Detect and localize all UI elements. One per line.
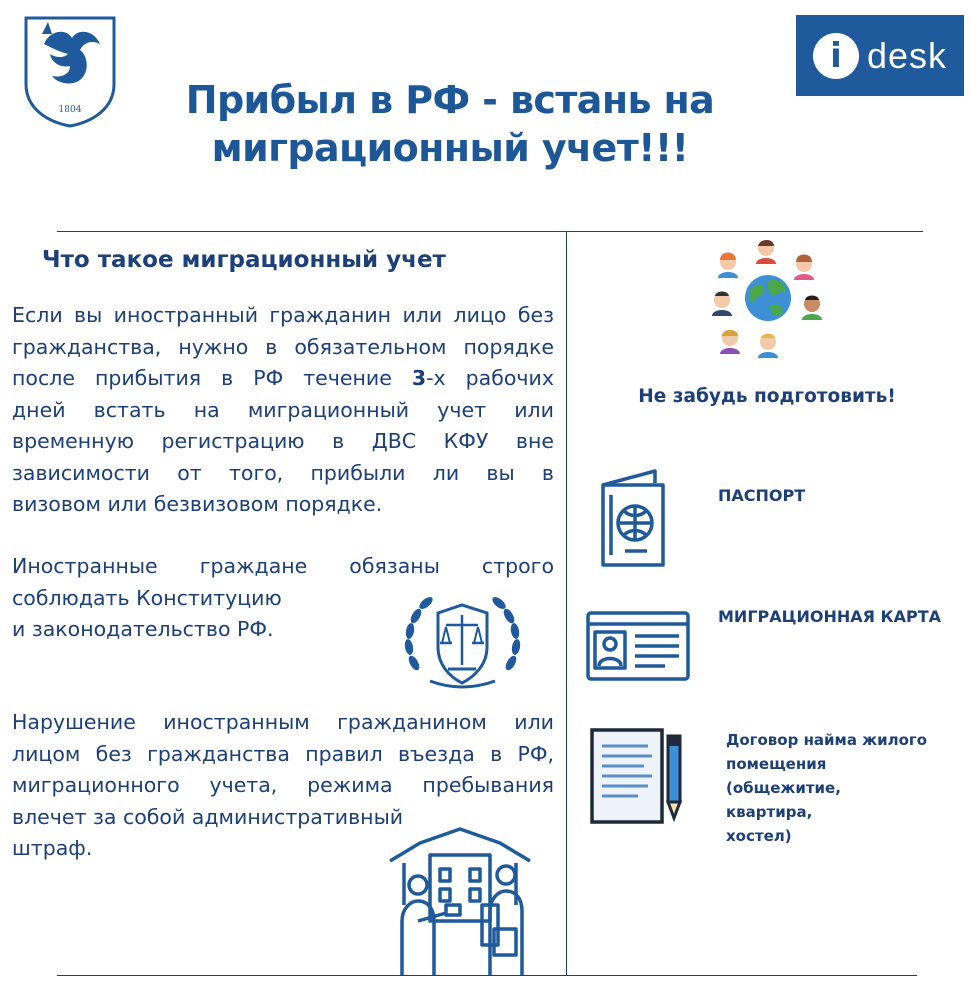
logo-year: 1804 — [58, 105, 82, 115]
intro-paragraph — [12, 300, 554, 521]
para1-text: -х рабочих — [426, 366, 554, 390]
para3-line: Нарушение иностранным гражданином или — [12, 710, 554, 734]
migration-card-label: МИГРАЦИОННАЯ КАРТА — [718, 607, 941, 626]
law-emblem-icon — [400, 585, 525, 695]
contract-icon — [588, 726, 688, 826]
contract-label-line: квартира, — [726, 803, 813, 821]
idesk-text: desk — [866, 34, 948, 76]
para1-line: дней встать на миграционный учет или — [12, 397, 554, 422]
para1-line: гражданства, нужно в обязательном порядке — [12, 334, 554, 359]
info-icon: i — [813, 33, 859, 79]
para3-line: влечет за собой административный — [12, 804, 404, 829]
people-globe-icon — [708, 238, 828, 360]
para2-line: Иностранные граждане обязаны строго — [12, 554, 554, 578]
idesk-badge — [796, 15, 964, 96]
building-people-icon — [382, 825, 538, 975]
passport-icon — [597, 467, 669, 569]
page-title — [120, 76, 780, 172]
kfu-logo-icon — [22, 14, 118, 128]
top-divider — [57, 231, 923, 232]
contract-label-line: Договор найма жилого — [726, 731, 928, 749]
migration-card-icon — [585, 610, 691, 682]
para2-line: и законодательство РФ. — [12, 617, 274, 641]
para3-line: штраф. — [12, 836, 93, 860]
para1-line — [12, 363, 554, 395]
contract-label-line: хостел) — [726, 827, 792, 845]
prepare-heading: Не забудь подготовить! — [638, 386, 896, 407]
title-line-2: миграционный учет!!! — [211, 126, 689, 170]
contract-label-line: помещения — [726, 755, 827, 773]
para3-line: лицом без гражданства правил въезда в РФ, — [12, 741, 554, 766]
para1-line: Если вы иностранный гражданин или лицо без — [12, 303, 554, 327]
section-heading: Что такое миграционный учет — [42, 247, 446, 273]
para1-text: после прибытия в РФ течение — [12, 366, 412, 390]
para1-line: визовом или безвизовом порядке. — [12, 492, 383, 516]
days-number: 3 — [411, 366, 427, 390]
passport-label: ПАСПОРТ — [718, 486, 806, 505]
bottom-divider — [57, 975, 917, 976]
para1-line: зависимости от того, прибыли ли вы в — [12, 460, 554, 485]
column-divider — [566, 232, 567, 975]
title-line-1: Прибыл в РФ - встань на — [185, 78, 715, 122]
contract-label — [726, 728, 966, 848]
para3-line: миграционного учета, режима пребывания — [12, 773, 554, 797]
para2-line: соблюдать Конституцию — [12, 585, 282, 610]
contract-label-line: (общежитие, — [726, 779, 841, 797]
para1-line: временную регистрацию в ДВС КФУ вне — [12, 429, 554, 453]
